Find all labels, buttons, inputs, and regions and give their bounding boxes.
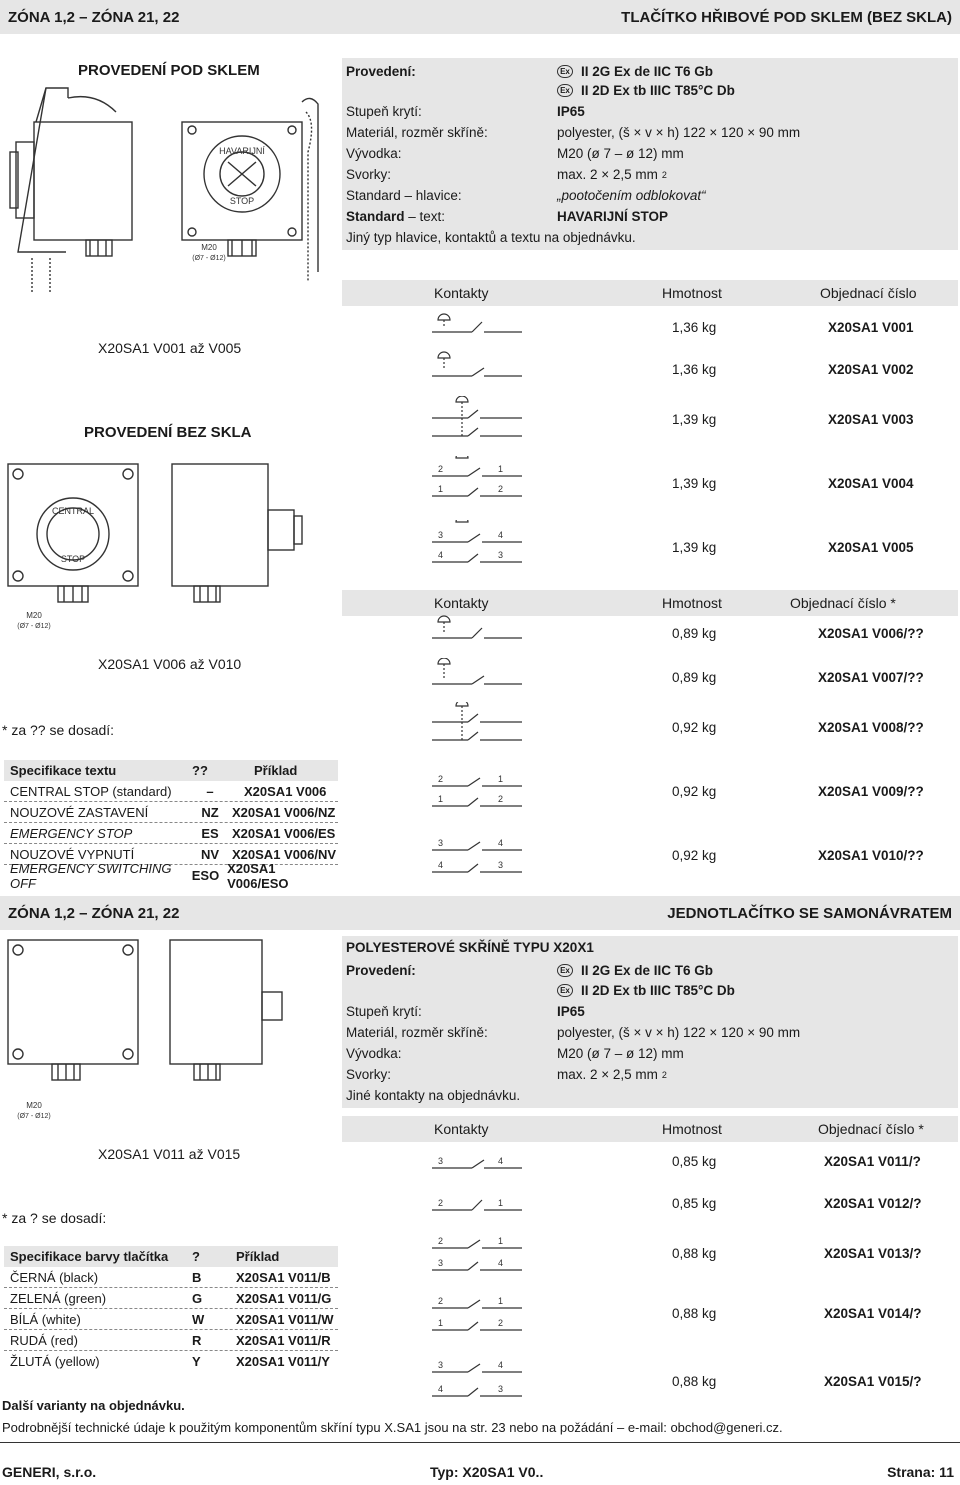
spec-value: max. 2 × 2,5 mm [557,1067,658,1082]
spec-note [342,227,934,248]
order-row [342,768,958,818]
col-contacts: Kontakty [434,595,489,611]
order-row [342,832,958,882]
m20-label-3: M20 [26,1101,42,1110]
weight: 1,39 kg [672,412,717,427]
th: Specifikace textu [10,763,117,778]
order-code: X20SA1 V012/? [824,1196,922,1211]
svg-text:4: 4 [438,550,444,560]
order-code: X20SA1 V002 [828,362,914,377]
td: X20SA1 V011/W [236,1311,334,1327]
m20-label-2: M20 [26,611,42,620]
spec-material [342,122,934,143]
spec-label: Provedení: [346,963,416,978]
footer-type: Typ: X20SA1 V0.. [430,1464,544,1480]
spec-provedeni [342,61,934,82]
svg-text:2: 2 [438,1198,444,1208]
m20-range: (Ø7 - Ø12) [192,255,226,262]
svg-text:1: 1 [498,1236,504,1246]
svg-text:3: 3 [498,860,504,870]
spec-label: – text: [404,209,446,224]
td: W [192,1311,205,1327]
svg-text:4: 4 [498,838,504,848]
more-variants-note: Další varianty na objednávku. [2,1398,185,1413]
td: X20SA1 V011/Y [236,1354,330,1369]
col-order: Objednací číslo * [818,1121,924,1137]
td: RUDÁ (red) [10,1332,78,1348]
spec-value: polyester, (š × v × h) 122 × 120 × 90 mm [557,125,801,140]
weight: 0,89 kg [672,626,717,641]
td: X20SA1 V011/G [236,1290,332,1306]
svg-text:2: 2 [438,774,444,784]
text-spec-row [4,860,338,891]
svg-text:2: 2 [498,484,504,494]
contact-symbol-numbered [432,456,522,506]
spec-label-bold: Standard [346,209,405,224]
order-row [342,1142,958,1182]
spec-value: II 2G Ex de IIC T6 Gb [581,64,714,79]
spec-value: M20 (ø 7 – ø 12) mm [557,1046,684,1061]
ex-icon: Ex [557,65,573,78]
svg-text:1: 1 [438,1318,444,1328]
dial-text-bottom: STOP [229,196,255,206]
header-product-title: TLAČÍTKO HŘIBOVÉ POD SKLEM (BEZ SKLA) [621,8,952,26]
dial2-text-top: CENTRAL [51,506,95,516]
col-order: Objednací číslo * [790,595,896,611]
svg-text:3: 3 [438,1360,444,1370]
td: X20SA1 V006/ESO [227,860,289,891]
contact-symbol-numbered [432,768,522,818]
range-without-glass: X20SA1 V006 až V010 [98,656,242,672]
weight: 0,92 kg [672,848,717,863]
order-row [342,1184,958,1224]
range-under-glass: X20SA1 V001 až V005 [98,340,242,356]
color-spec-header [4,1246,338,1267]
td: ŽLUTÁ (yellow) [10,1354,100,1369]
th: Specifikace barvy tlačítka [10,1249,169,1264]
weight: 0,92 kg [672,784,717,799]
dial2-text-bottom: STOP [60,554,86,564]
col-weight: Hmotnost [662,285,722,301]
weight: 1,36 kg [672,362,717,377]
contact-symbol-nc [432,614,522,654]
weight: 0,92 kg [672,720,717,735]
td: X20SA1 V011/B [236,1269,331,1285]
order-row [342,614,958,654]
contact-symbol-no [432,1142,522,1182]
order-code: X20SA1 V003 [828,412,914,427]
weight: 0,89 kg [672,670,717,685]
svg-text:2: 2 [438,464,444,474]
svg-text:4: 4 [438,1384,444,1394]
weight: 0,88 kg [672,1374,717,1389]
svg-text:1: 1 [498,1296,504,1306]
spec-note [342,1085,934,1106]
ex-icon: Ex [557,964,573,977]
order-row [342,456,958,506]
contact-symbol-numbered [432,1292,522,1342]
svg-text:1: 1 [438,484,444,494]
col-contacts: Kontakty [434,285,489,301]
spec-label: Stupeň krytí: [346,104,422,119]
color-spec-row [4,1351,338,1372]
header2-zone: ZÓNA 1,2 – ZÓNA 21, 22 [8,904,180,922]
svg-text:1: 1 [498,464,504,474]
header2-product-title: JEDNOTLAČÍTKO SE SAMONÁVRATEM [667,904,952,922]
svg-text:4: 4 [498,1156,504,1166]
contact-symbol-numbered [432,1232,522,1282]
contact-symbol-nc [432,308,522,348]
text-spec-table [4,760,338,891]
text-spec-row [4,802,338,823]
order-row [342,702,958,752]
weight: 1,39 kg [672,476,717,491]
weight: 1,39 kg [672,540,717,555]
order-table-2-header [342,590,958,616]
order-code: X20SA1 V007/?? [818,670,924,685]
th: ? [192,1249,200,1264]
text-spec-header [4,760,338,781]
spec-value: HAVARIJNÍ STOP [557,209,669,224]
order-row [342,1356,958,1406]
td: X20SA1 V006/ES [232,825,336,841]
spec-svorky: Svorky: max. 2 × 2,5 mm 2 [342,164,934,185]
td: EMERGENCY STOP [10,825,133,841]
ex-icon: Ex [557,984,573,997]
td: – [206,783,214,799]
spec-value: II 2D Ex tb IIIC T85°C Db [581,83,735,98]
drawing-under-glass [6,82,336,292]
svg-text:1: 1 [498,774,504,784]
td: EMERGENCY SWITCHING OFF [10,860,172,891]
contact-symbol-no [432,658,522,698]
note-star-2: * za ? se dosadí: [2,1210,107,1226]
spec-provedeni-2 [342,80,934,101]
td: ESO [191,868,220,883]
contact-symbol-numbered [432,1356,522,1406]
ex-icon: Ex [557,84,573,97]
m20-range-3: (Ø7 - Ø12) [17,1113,51,1120]
title-without-glass: PROVEDENÍ BEZ SKLA [84,424,252,441]
spec-box-title [342,937,934,958]
page-header [0,0,960,34]
th: Příklad [254,763,298,778]
text-spec-row [4,781,338,802]
td: R [192,1332,202,1348]
spec-value: IP65 [557,1004,585,1019]
contact-symbol-numbered [432,832,522,882]
contact-symbol-no [432,350,522,390]
order-row [342,308,958,348]
spec-hlavice [342,185,934,206]
footer-company: GENERI, s.r.o. [2,1464,97,1480]
col-order: Objednací číslo [820,285,917,301]
range-single-button: X20SA1 V011 až V015 [98,1146,241,1162]
spec-label: Provedení: [346,64,416,79]
dial-text-top: HAVARIJNÍ [219,146,265,156]
order-code: X20SA1 V001 [828,320,914,335]
color-spec-row [4,1288,338,1309]
spec-vyvodka [342,143,934,164]
weight: 0,85 kg [672,1154,717,1169]
svg-text:3: 3 [438,530,444,540]
details-note: Podrobnější technické údaje k použitým komponentům skříní typu X.SA1 jsou na str. 23 nebo na požádání – e-mail: obchod@generi.cz. [2,1420,783,1435]
weight: 0,88 kg [672,1306,717,1321]
header-zone: ZÓNA 1,2 – ZÓNA 21, 22 [8,8,180,26]
spec-label: Vývodka: [346,146,402,161]
order-row [342,1232,958,1282]
spec-label: Stupeň krytí: [346,1004,422,1019]
td: G [192,1290,203,1306]
color-spec-row [4,1330,338,1351]
footer-page: Strana: 11 [887,1464,954,1480]
spec-svorky: Svorky: max. 2 × 2,5 mm 2 [342,1064,934,1085]
spec-text [342,206,934,227]
svg-text:3: 3 [498,550,504,560]
svg-text:4: 4 [498,1360,504,1370]
td: X20SA1 V006 [244,783,327,799]
spec-stupen [342,101,934,122]
spec-note-text: Jiný typ hlavice, kontaktů a textu na objednávku. [346,230,636,245]
order-code: X20SA1 V008/?? [818,720,924,735]
order-code: X20SA1 V015/? [824,1374,922,1389]
order-code: X20SA1 V005 [828,540,914,555]
td: NV [200,846,220,862]
order-table-3-header [342,1116,958,1142]
order-row [342,1292,958,1342]
spec-stupen [342,1001,934,1022]
color-spec-row [4,1309,338,1330]
spec-value: max. 2 × 2,5 mm [557,167,658,182]
spec-value: polyester, (š × v × h) 122 × 120 × 90 mm [557,1025,801,1040]
spec-label: Vývodka: [346,1046,402,1061]
color-spec-table [4,1246,338,1372]
order-code: X20SA1 V011/? [824,1154,921,1169]
text-spec-row [4,823,338,844]
col-weight: Hmotnost [662,595,722,611]
spec-note-text: Jiné kontakty na objednávku. [346,1088,521,1103]
svg-text:4: 4 [498,1258,504,1268]
spec-provedeni-2 [342,980,934,1001]
spec-label: Standard – hlavice: [346,188,462,203]
svg-text:2: 2 [438,1296,444,1306]
note-star-1: * za ?? se dosadí: [2,722,115,738]
drawing-single-button [4,936,340,1126]
spec-material [342,1022,934,1043]
td: X20SA1 V006/NV [232,846,337,862]
spec-label: Materiál, rozměr skříně: [346,1025,488,1040]
section-header-2 [0,896,960,930]
weight: 0,85 kg [672,1196,717,1211]
svg-text:2: 2 [498,1318,504,1328]
td: CENTRAL STOP (standard) [10,783,172,799]
svg-text:3: 3 [438,838,444,848]
svg-text:2: 2 [498,794,504,804]
contact-symbol-numbered [432,520,522,570]
spec-label: Svorky: [346,1067,392,1082]
td: X20SA1 V011/R [236,1332,331,1348]
td: NOUZOVÉ ZASTAVENÍ [10,804,149,820]
td: BÍLÁ (white) [10,1311,81,1327]
col-contacts: Kontakty [434,1121,489,1137]
svg-text:4: 4 [438,860,444,870]
title-under-glass: PROVEDENÍ POD SKLEM [78,62,260,79]
th: ?? [192,763,208,778]
contact-symbol-nc [432,1184,522,1224]
td: NOUZOVÉ VYPNUTÍ [10,846,135,862]
td: ZELENÁ (green) [10,1290,107,1306]
spec-vyvodka [342,1043,934,1064]
contact-symbol-double [432,396,522,446]
td: NZ [201,804,219,820]
order-row [342,396,958,446]
svg-text:1: 1 [438,794,444,804]
spec-value: „pootočením odblokovat“ [557,188,706,203]
svg-text:1: 1 [498,1198,504,1208]
td: Y [192,1354,201,1369]
footer-divider [0,1442,960,1443]
contact-symbol-double [432,702,522,752]
weight: 0,88 kg [672,1246,717,1261]
th: Příklad [236,1249,280,1264]
svg-text:3: 3 [438,1258,444,1268]
td: ČERNÁ (black) [10,1269,99,1285]
spec-value: IP65 [557,104,585,119]
svg-text:3: 3 [498,1384,504,1394]
order-table-1-header [342,280,958,306]
svg-text:2: 2 [438,1236,444,1246]
m20-range-2: (Ø7 - Ø12) [17,623,51,630]
order-code: X20SA1 V006/?? [818,626,924,641]
spec-box-2 [342,936,958,1108]
svg-text:4: 4 [498,530,504,540]
weight: 1,36 kg [672,320,717,335]
spec-value: II 2G Ex de IIC T6 Gb [581,963,714,978]
spec-box-1 [342,58,958,250]
order-code: X20SA1 V009/?? [818,784,924,799]
order-row [342,658,958,698]
td: X20SA1 V006/NZ [232,804,336,820]
order-code: X20SA1 V004 [828,476,914,491]
td: ES [201,825,219,841]
m20-label: M20 [201,243,217,252]
box-title-text: POLYESTEROVÉ SKŘÍNĚ TYPU X20X1 [346,940,594,955]
spec-label: Svorky: [346,167,392,182]
order-code: X20SA1 V014/? [824,1306,922,1321]
color-spec-row [4,1267,338,1288]
svg-text:3: 3 [438,1156,444,1166]
order-row [342,350,958,390]
spec-value: M20 (ø 7 – ø 12) mm [557,146,684,161]
td: B [192,1269,202,1285]
order-code: X20SA1 V013/? [824,1246,922,1261]
order-code: X20SA1 V010/?? [818,848,924,863]
col-weight: Hmotnost [662,1121,722,1137]
spec-label: Materiál, rozměr skříně: [346,125,488,140]
order-row [342,520,958,570]
spec-value: II 2D Ex tb IIIC T85°C Db [581,983,735,998]
drawing-without-glass [4,460,340,630]
spec-provedeni [342,960,934,981]
